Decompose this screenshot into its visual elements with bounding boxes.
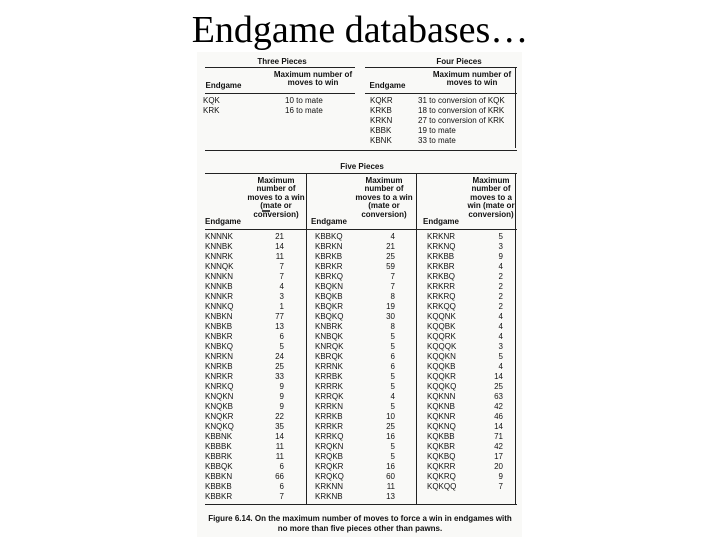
- table-row: [370, 136, 518, 146]
- endgame-cell: KQKNQ: [427, 422, 456, 431]
- endgame-cell: KNQKN: [205, 392, 234, 401]
- endgame-cell: KRRBK: [315, 372, 343, 381]
- max-moves-cell: 5: [279, 342, 284, 351]
- endgame-cell: KNBKB: [205, 322, 233, 331]
- table-row: [205, 482, 284, 492]
- max-moves-cell: 7: [390, 282, 395, 291]
- table-row: [315, 452, 395, 462]
- endgame-cell: KQQQK: [427, 342, 457, 351]
- max-moves-cell: 31 to conversion of KQK: [418, 96, 505, 105]
- max-moves-cell: 5: [390, 442, 395, 451]
- endgame-cell: KNBKR: [205, 332, 233, 341]
- endgame-cell: KRK: [203, 106, 220, 115]
- four-header-rule: [365, 93, 517, 94]
- table-row: [315, 372, 395, 382]
- max-moves-cell: 63: [494, 392, 503, 401]
- table-row: [315, 412, 395, 422]
- three-pieces-title: Three Pieces: [257, 57, 307, 66]
- endgame-cell: KNNKR: [205, 292, 234, 301]
- table-row: [315, 272, 395, 282]
- endgame-cell: KRKRR: [427, 282, 456, 291]
- max-moves-cell: 4: [498, 362, 503, 371]
- endgame-cell: KBQKQ: [315, 312, 344, 321]
- endgame-cell: KNNKN: [205, 272, 234, 281]
- max-moves-cell: 6: [279, 332, 284, 341]
- table-row: [427, 372, 503, 382]
- table-row: [427, 412, 503, 422]
- max-moves-cell: 3: [498, 242, 503, 251]
- max-moves-cell: 30: [386, 312, 395, 321]
- four-pieces-title: Four Pieces: [436, 57, 482, 66]
- endgame-cell: KRQKN: [315, 442, 344, 451]
- table-row: [315, 382, 395, 392]
- max-moves-cell: 5: [498, 232, 503, 241]
- max-moves-cell: 19: [386, 302, 395, 311]
- endgame-cell: KNBKQ: [205, 342, 234, 351]
- table-row: [427, 382, 503, 392]
- table-row: [427, 252, 503, 262]
- max-moves-cell: 14: [494, 372, 503, 381]
- endgame-cell: KBRKR: [315, 262, 343, 271]
- table-row: [427, 282, 503, 292]
- five-pieces-table-col2: [315, 232, 395, 502]
- table-row: [203, 96, 359, 106]
- endgame-cell: KNRQK: [315, 342, 344, 351]
- table-row: [427, 452, 503, 462]
- three-top-rule: [205, 67, 355, 68]
- max-moves-cell: 6: [279, 482, 284, 491]
- max-moves-cell: 9: [279, 382, 284, 391]
- max-moves-cell: 20: [494, 462, 503, 471]
- endgame-cell: KQKBB: [427, 432, 455, 441]
- table-row: [315, 432, 395, 442]
- table-row: [427, 432, 503, 442]
- five-pieces-table-col1: [205, 232, 284, 502]
- endgame-cell: KRKN: [370, 116, 393, 125]
- endgame-cell: KQKNB: [427, 402, 456, 411]
- endgame-cell: KQQKB: [427, 362, 456, 371]
- endgame-cell: KRRKR: [315, 422, 344, 431]
- max-moves-cell: 4: [498, 322, 503, 331]
- max-moves-cell: 17: [494, 452, 503, 461]
- endgame-cell: KQKNR: [427, 412, 456, 421]
- max-moves-cell: 22: [275, 412, 284, 421]
- endgame-cell: KRRKN: [315, 402, 344, 411]
- four-endgame-header: Endgame: [369, 81, 406, 90]
- table-row: [205, 402, 284, 412]
- endgame-cell: KRKQQ: [427, 302, 456, 311]
- max-moves-cell: 6: [390, 362, 395, 371]
- table-row: [205, 442, 284, 452]
- endgame-cell: KQKNN: [427, 392, 456, 401]
- table-row: [205, 492, 284, 502]
- max-moves-cell: 33 to mate: [418, 136, 456, 145]
- table-row: [315, 352, 395, 362]
- endgame-cell: KBNK: [370, 136, 392, 145]
- endgame-cell: KRKNB: [315, 492, 343, 501]
- max-moves-cell: 11: [386, 482, 395, 491]
- max-moves-cell: 9: [279, 392, 284, 401]
- table-row: [427, 402, 503, 412]
- five-bottom-rule: [205, 504, 517, 505]
- table-row: [205, 392, 284, 402]
- endgame-cell: KBRQK: [315, 352, 344, 361]
- table-row: [205, 352, 284, 362]
- table-row: [205, 252, 284, 262]
- max-moves-cell: 1: [279, 302, 284, 311]
- endgame-cell: KBRKN: [315, 242, 343, 251]
- max-moves-cell: 4: [390, 392, 395, 401]
- endgame-cell: KQQNK: [427, 312, 456, 321]
- table-row: [205, 432, 284, 442]
- five-pieces-table-col3: [427, 232, 503, 492]
- table-row: [315, 442, 395, 452]
- max-moves-cell: 11: [275, 252, 284, 261]
- five-header-rule: [205, 229, 517, 230]
- max-moves-cell: 21: [275, 232, 284, 241]
- max-moves-cell: 9: [498, 472, 503, 481]
- table-row: [427, 472, 503, 482]
- endgame-cell: KQKRQ: [427, 472, 456, 481]
- max-moves-cell: 25: [275, 362, 284, 371]
- endgame-cell: KBBNK: [205, 432, 233, 441]
- max-moves-cell: 16 to mate: [285, 106, 323, 115]
- max-moves-cell: 13: [386, 492, 395, 501]
- endgame-cell: KNNKQ: [205, 302, 234, 311]
- endgame-cell: KQKBR: [427, 442, 456, 451]
- table-row: [205, 292, 284, 302]
- max-moves-cell: 5: [498, 352, 503, 361]
- table-row: [205, 232, 284, 242]
- endgame-cell: KNBQK: [315, 332, 344, 341]
- endgame-cell: KRKNR: [427, 232, 456, 241]
- scanned-table-page: [197, 52, 522, 537]
- endgame-cell: KBBKR: [205, 492, 233, 501]
- endgame-cell: KRKB: [370, 106, 392, 115]
- max-moves-cell: 46: [494, 412, 503, 421]
- endgame-cell: KRRQK: [315, 392, 344, 401]
- endgame-cell: KBRKB: [315, 252, 343, 261]
- table-row: [427, 362, 503, 372]
- max-moves-cell: 6: [279, 462, 284, 471]
- table-row: [427, 272, 503, 282]
- endgame-cell: KBBKB: [205, 482, 232, 491]
- table-row: [315, 292, 395, 302]
- max-moves-cell: 3: [498, 342, 503, 351]
- table-row: [315, 332, 395, 342]
- max-moves-cell: 8: [390, 322, 395, 331]
- max-moves-cell: 42: [494, 442, 503, 451]
- max-moves-cell: 3: [279, 292, 284, 301]
- table-row: [427, 342, 503, 352]
- max-moves-cell: 21: [386, 242, 395, 251]
- endgame-cell: KQQKR: [427, 372, 456, 381]
- max-moves-cell: 24: [275, 352, 284, 361]
- four-right-rule: [515, 68, 516, 148]
- endgame-cell: KBQKR: [315, 302, 344, 311]
- table-row: [315, 422, 395, 432]
- table-row: [370, 96, 518, 106]
- max-moves-cell: 10: [386, 412, 395, 421]
- endgame-cell: KNNNK: [205, 232, 234, 241]
- endgame-cell: KNNKB: [205, 282, 233, 291]
- endgame-cell: KNNBK: [205, 242, 233, 251]
- table-row: [315, 322, 395, 332]
- max-moves-cell: 7: [279, 272, 284, 281]
- five-max-header-2: Maximum number of moves to a win (mate or conversion): [355, 176, 413, 219]
- max-moves-cell: 7: [279, 492, 284, 501]
- endgame-cell: KBBRK: [205, 452, 233, 461]
- max-moves-cell: 4: [498, 262, 503, 271]
- table-row: [427, 292, 503, 302]
- max-moves-cell: 14: [494, 422, 503, 431]
- endgame-cell: KBRKQ: [315, 272, 344, 281]
- three-pieces-table: [203, 96, 359, 116]
- max-moves-cell: 16: [386, 432, 395, 441]
- endgame-cell: KNRKR: [205, 372, 234, 381]
- slide-title: Endgame databases…: [191, 9, 529, 51]
- max-moves-cell: 5: [390, 382, 395, 391]
- max-moves-cell: 60: [386, 472, 395, 481]
- endgame-cell: KBQKB: [315, 292, 343, 301]
- max-moves-cell: 77: [275, 312, 284, 321]
- table-row: [205, 342, 284, 352]
- endgame-cell: KQQKN: [427, 352, 456, 361]
- endgame-cell: KRKNN: [315, 482, 344, 491]
- max-moves-cell: 7: [498, 482, 503, 491]
- endgame-cell: KRKBR: [427, 262, 455, 271]
- endgame-cell: KRRKQ: [315, 432, 344, 441]
- table-row: [427, 422, 503, 432]
- table-row: [205, 262, 284, 272]
- upper-section-rule: [205, 150, 517, 151]
- table-row: [315, 492, 395, 502]
- endgame-cell: KBBKQ: [315, 232, 343, 241]
- table-row: [427, 312, 503, 322]
- endgame-cell: KNQKR: [205, 412, 234, 421]
- endgame-cell: KRKBQ: [427, 272, 456, 281]
- endgame-cell: KRRKB: [315, 412, 343, 421]
- endgame-cell: KRRRK: [315, 382, 344, 391]
- max-moves-cell: 13: [275, 322, 284, 331]
- endgame-cell: KBBK: [370, 126, 392, 135]
- table-row: [427, 232, 503, 242]
- endgame-cell: KRKRQ: [427, 292, 456, 301]
- max-moves-cell: 6: [390, 352, 395, 361]
- endgame-cell: KNRKB: [205, 362, 233, 371]
- endgame-cell: KBBKN: [205, 472, 233, 481]
- max-moves-cell: 25: [386, 252, 395, 261]
- table-row: [427, 242, 503, 252]
- three-max-header: Maximum number of moves to win: [273, 70, 353, 88]
- max-moves-cell: 2: [498, 302, 503, 311]
- table-row: [315, 252, 395, 262]
- table-row: [203, 106, 359, 116]
- max-moves-cell: 35: [275, 422, 284, 431]
- table-row: [205, 382, 284, 392]
- endgame-cell: KQKBQ: [427, 452, 456, 461]
- table-row: [205, 372, 284, 382]
- max-moves-cell: 8: [390, 292, 395, 301]
- table-row: [205, 322, 284, 332]
- five-top-rule: [205, 173, 517, 174]
- table-row: [427, 482, 503, 492]
- table-row: [315, 342, 395, 352]
- table-row: [427, 442, 503, 452]
- endgame-cell: KNQKQ: [205, 422, 234, 431]
- endgame-cell: KQK: [203, 96, 220, 105]
- max-moves-cell: 2: [498, 272, 503, 281]
- table-row: [370, 116, 518, 126]
- table-row: [315, 472, 395, 482]
- table-row: [315, 262, 395, 272]
- table-row: [205, 282, 284, 292]
- table-row: [315, 282, 395, 292]
- table-row: [315, 482, 395, 492]
- max-moves-cell: 14: [275, 242, 284, 251]
- four-pieces-table: [370, 96, 518, 146]
- table-row: [315, 362, 395, 372]
- table-row: [315, 302, 395, 312]
- max-moves-cell: 16: [386, 462, 395, 471]
- five-divider-1: [306, 174, 307, 504]
- max-moves-cell: 5: [390, 342, 395, 351]
- max-moves-cell: 5: [390, 372, 395, 381]
- table-row: [205, 412, 284, 422]
- table-row: [315, 242, 395, 252]
- max-moves-cell: 9: [279, 402, 284, 411]
- table-row: [370, 126, 518, 136]
- table-row: [427, 262, 503, 272]
- table-row: [205, 312, 284, 322]
- endgame-cell: KRKBB: [427, 252, 455, 261]
- endgame-cell: KQKRR: [427, 462, 456, 471]
- max-moves-cell: 14: [275, 432, 284, 441]
- max-moves-cell: 7: [390, 272, 395, 281]
- max-moves-cell: 25: [494, 382, 503, 391]
- max-moves-cell: 33: [275, 372, 284, 381]
- table-row: [315, 402, 395, 412]
- table-row: [427, 392, 503, 402]
- max-moves-cell: 18 to conversion of KRK: [418, 106, 505, 115]
- max-moves-cell: 9: [498, 252, 503, 261]
- table-row: [205, 242, 284, 252]
- max-moves-cell: 7: [279, 262, 284, 271]
- three-header-rule: [205, 93, 355, 94]
- max-moves-cell: 4: [498, 312, 503, 321]
- table-row: [370, 106, 518, 116]
- five-endgame-header-1: Endgame: [204, 217, 241, 226]
- three-endgame-header: Endgame: [205, 81, 242, 90]
- endgame-cell: KQQKQ: [427, 382, 457, 391]
- table-row: [427, 302, 503, 312]
- table-row: [205, 362, 284, 372]
- max-moves-cell: 19 to mate: [418, 126, 456, 135]
- table-row: [427, 332, 503, 342]
- five-max-header-3: Maximum number of moves to a win (mate or conversion): [467, 176, 515, 219]
- five-right-rule: [515, 174, 516, 504]
- table-row: [205, 272, 284, 282]
- max-moves-cell: 27 to conversion of KRK: [418, 116, 505, 125]
- endgame-cell: KQKR: [370, 96, 393, 105]
- endgame-cell: KRQKQ: [315, 472, 344, 481]
- endgame-cell: KRQKB: [315, 452, 344, 461]
- max-moves-cell: 42: [494, 402, 503, 411]
- table-row: [205, 462, 284, 472]
- endgame-cell: KQKQQ: [427, 482, 457, 491]
- endgame-cell: KQQRK: [427, 332, 456, 341]
- table-row: [427, 352, 503, 362]
- max-moves-cell: 4: [498, 332, 503, 341]
- endgame-cell: KBBQK: [205, 462, 233, 471]
- max-moves-cell: 4: [390, 232, 395, 241]
- five-divider-2: [416, 174, 417, 504]
- max-moves-cell: 2: [498, 292, 503, 301]
- five-endgame-header-3: Endgame: [422, 217, 459, 226]
- endgame-cell: KNRKN: [205, 352, 234, 361]
- max-moves-cell: 25: [386, 422, 395, 431]
- table-row: [315, 232, 395, 242]
- endgame-cell: KNQKB: [205, 402, 234, 411]
- four-max-header: Maximum number of moves to win: [432, 70, 512, 88]
- max-moves-cell: 5: [390, 402, 395, 411]
- max-moves-cell: 11: [275, 452, 284, 461]
- five-pieces-title: Five Pieces: [340, 162, 384, 171]
- table-row: [205, 422, 284, 432]
- endgame-cell: KQQBK: [427, 322, 456, 331]
- five-max-header-1: Maximum number of moves to a win (mate or conversion): [247, 176, 305, 219]
- max-moves-cell: 59: [386, 262, 395, 271]
- table-row: [205, 452, 284, 462]
- max-moves-cell: 4: [279, 282, 284, 291]
- max-moves-cell: 10 to mate: [285, 96, 323, 105]
- max-moves-cell: 5: [390, 452, 395, 461]
- table-row: [205, 472, 284, 482]
- table-row: [315, 392, 395, 402]
- max-moves-cell: 71: [494, 432, 503, 441]
- endgame-cell: KRRNK: [315, 362, 344, 371]
- endgame-cell: KNBRK: [315, 322, 343, 331]
- max-moves-cell: 5: [390, 332, 395, 341]
- four-top-rule: [365, 67, 517, 68]
- endgame-cell: KRQKR: [315, 462, 344, 471]
- five-endgame-header-2: Endgame: [310, 217, 347, 226]
- endgame-cell: KBQKN: [315, 282, 344, 291]
- table-row: [315, 462, 395, 472]
- table-row: [205, 302, 284, 312]
- figure-caption: Figure 6.14. On the maximum number of moves to force a win in endgames with no more than five pieces other than pawns.: [208, 514, 512, 533]
- max-moves-cell: 66: [275, 472, 284, 481]
- endgame-cell: KBBBK: [205, 442, 232, 451]
- table-row: [427, 462, 503, 472]
- table-row: [427, 322, 503, 332]
- endgame-cell: KRKNQ: [427, 242, 456, 251]
- max-moves-cell: 11: [275, 442, 284, 451]
- endgame-cell: KNRKQ: [205, 382, 234, 391]
- max-moves-cell: 2: [498, 282, 503, 291]
- table-row: [205, 332, 284, 342]
- endgame-cell: KNNQK: [205, 262, 234, 271]
- table-row: [315, 312, 395, 322]
- endgame-cell: KNNRK: [205, 252, 234, 261]
- endgame-cell: KNBKN: [205, 312, 233, 321]
